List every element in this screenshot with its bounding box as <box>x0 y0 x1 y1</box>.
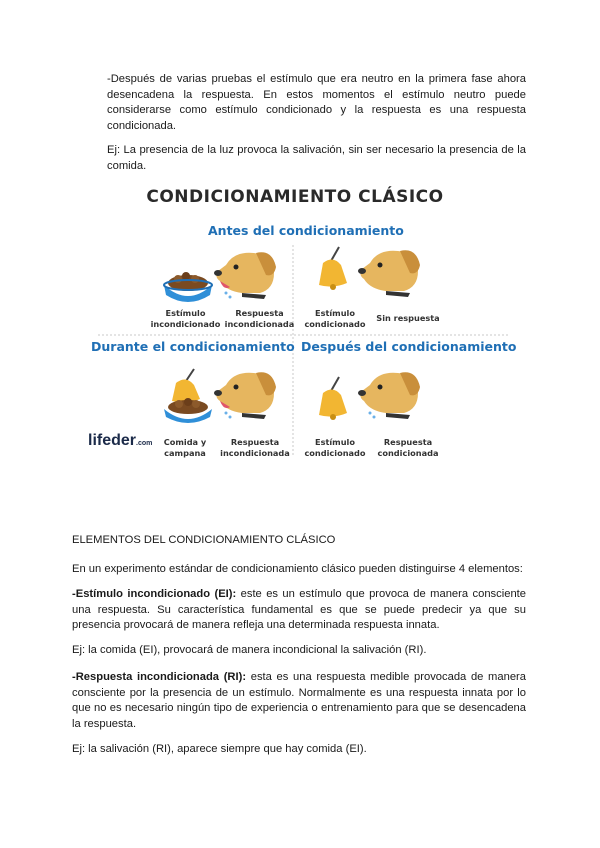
caption-line: incondicionada <box>224 319 295 329</box>
caption-line: Respuesta <box>235 308 284 318</box>
logo-text: lifeder <box>88 432 137 449</box>
paragraph-unconditioned-response <box>72 670 526 732</box>
caption-food-and-bell <box>154 437 216 459</box>
caption-line: condicionado <box>304 448 366 458</box>
caption-line: Respuesta <box>383 437 433 447</box>
paragraph-light-example: Ej: La presencia de la luz provoca la salivación, sin ser necesario la presencia de la comida. <box>107 144 526 172</box>
before-conditioning-label: Antes del condicionamiento <box>208 223 404 238</box>
bell-icon <box>313 245 353 297</box>
logo-domain: .com <box>136 440 153 447</box>
caption-conditioned-stimulus <box>300 308 370 330</box>
caption-line: Estímulo <box>315 437 355 447</box>
caption-no-response: Sin respuesta <box>376 313 440 323</box>
dog-salivating-icon <box>212 247 282 303</box>
caption-unconditioned-response-2 <box>216 437 294 459</box>
definition-text: esta es una respuesta medible provocada de manera consciente por la presencia de un estímulo. Normalmente es una respuesta innata por lo que no es necesario ningún tipo de experiencia o entrenamiento para que se desencadena la respuesta. <box>72 671 526 730</box>
section-heading: ELEMENTOS DEL CONDICIONAMIENTO CLÁSICO <box>72 534 336 546</box>
caption-line: condicionada <box>377 448 439 458</box>
paragraph-food-example: Ej: la comida (EI), provocará de manera incondicional la salivación (RI). <box>72 644 427 656</box>
term-unconditioned-response: -Respuesta incondicionada (RI): <box>72 671 247 683</box>
dog-salivating-icon <box>356 367 426 423</box>
caption-line: incondicionado <box>150 319 221 329</box>
during-conditioning-label: Durante el condicionamiento <box>91 339 295 354</box>
caption-conditioned-stimulus-2 <box>300 437 370 459</box>
after-conditioning-label: Después del condicionamiento <box>301 339 517 354</box>
dog-neutral-icon <box>356 245 426 301</box>
caption-line: incondicionada <box>220 448 290 458</box>
definition-text: este es un estímulo que provoca de manera consciente una respuesta. Su característica fundamental es que se puede predecir ya que su presencia provocará de manera refleja una determinada respuesta innata. <box>72 588 526 631</box>
caption-line: Respuesta <box>230 437 280 447</box>
caption-unconditioned-response <box>222 308 297 330</box>
paragraph-salivation-example: Ej: la salivación (RI), aparece siempre que hay comida (EI). <box>72 743 367 755</box>
paragraph-unconditioned-stimulus <box>72 587 526 634</box>
caption-line: Estímulo <box>165 308 206 318</box>
food-and-bell-icon <box>158 367 218 425</box>
paragraph-intro: En un experimento estándar de condicionamiento clásico pueden distinguirse 4 elementos: <box>72 563 523 575</box>
caption-conditioned-response <box>370 437 446 459</box>
caption-line: condicionado <box>304 319 366 329</box>
food-bowl-icon <box>158 267 218 307</box>
lifeder-logo <box>88 432 152 450</box>
caption-line: campana <box>164 448 206 458</box>
caption-line: Estímulo <box>315 308 355 318</box>
dog-salivating-icon <box>212 367 282 423</box>
caption-unconditioned-stimulus <box>148 308 223 330</box>
term-unconditioned-stimulus: -Estímulo incondicionado (EI): <box>72 588 237 600</box>
classical-conditioning-figure <box>88 187 518 465</box>
figure-title: CONDICIONAMIENTO CLÁSICO <box>146 187 444 207</box>
caption-line: Comida y <box>163 437 207 447</box>
paragraph-conditioned-stimulus: -Después de varias pruebas el estímulo que era neutro en la primera fase ahora desencadena la respuesta. En estos momentos el estímulo neutro puede considerarse como estímulo condicionado y la respuesta es una respuesta condicionada. <box>107 73 526 132</box>
bell-icon <box>313 375 353 427</box>
